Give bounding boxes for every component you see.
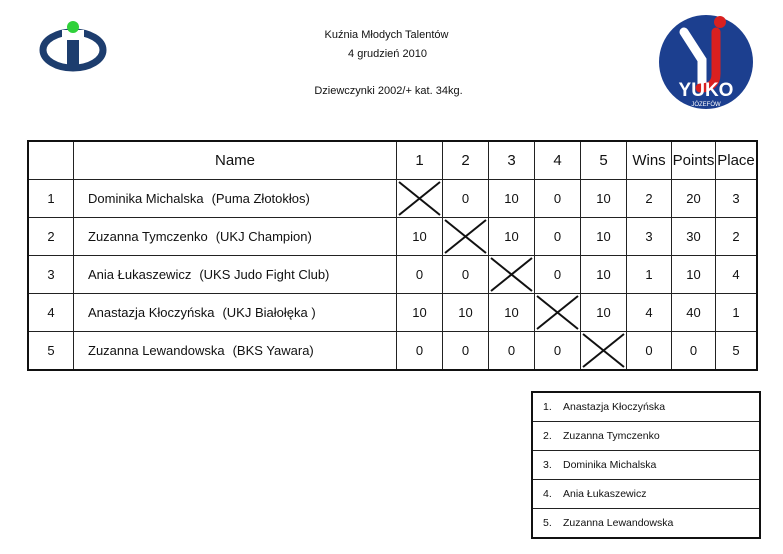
- score-cell: 0: [535, 180, 581, 218]
- score-cell: 10: [581, 294, 627, 332]
- header-place: Place: [716, 141, 758, 180]
- points-cell: 0: [672, 332, 716, 371]
- place-cell: 3: [716, 180, 758, 218]
- competitor-club: (Puma Złotokłos): [211, 191, 310, 206]
- score-cell: 10: [581, 180, 627, 218]
- ranking-name: Ania Łukaszewicz: [563, 488, 647, 500]
- ranking-position: 2.: [543, 430, 552, 442]
- yuko-logo-text: YUKO: [678, 80, 734, 101]
- ranking-cell: [532, 480, 760, 509]
- points-cell: 10: [672, 256, 716, 294]
- self-match-cell: [489, 256, 535, 294]
- competitor-club: (BKS Yawara): [232, 343, 314, 358]
- ranking-row: [532, 422, 760, 451]
- header-wins: Wins: [627, 141, 672, 180]
- ranking-position: 3.: [543, 459, 552, 471]
- header-points: Points: [672, 141, 716, 180]
- competitor-club: (UKS Judo Fight Club): [199, 267, 330, 282]
- score-cell: 10: [489, 294, 535, 332]
- score-cell: 0: [443, 180, 489, 218]
- ranking-row: [532, 451, 760, 480]
- table-row: [28, 180, 757, 218]
- competitor-name: Zuzanna Tymczenko: [88, 229, 208, 244]
- self-match-cell: [581, 332, 627, 371]
- header-opponent-1: 1: [397, 141, 443, 180]
- yuko-logo-icon: [656, 12, 756, 116]
- wins-cell: 2: [627, 180, 672, 218]
- ranking-row: [532, 392, 760, 422]
- header-opponent-5: 5: [581, 141, 627, 180]
- score-cell: 0: [535, 256, 581, 294]
- self-match-cross-icon: [489, 256, 534, 293]
- table-row: [28, 218, 757, 256]
- final-ranking-table: [531, 391, 761, 539]
- competitor-name: Anastazja Kłoczyńska: [88, 305, 215, 320]
- event-date: 4 grudzień 2010: [348, 48, 427, 60]
- header-opponent-4: 4: [535, 141, 581, 180]
- header-opponent-3: 3: [489, 141, 535, 180]
- ranking-row: [532, 480, 760, 509]
- score-cell: 0: [535, 332, 581, 371]
- points-cell: 20: [672, 180, 716, 218]
- score-cell: 0: [535, 218, 581, 256]
- yuko-logo-subtext: JÓZEFÓW: [691, 102, 721, 108]
- score-cell: 10: [489, 218, 535, 256]
- score-cell: 10: [581, 256, 627, 294]
- score-cell: 0: [443, 332, 489, 371]
- wins-cell: 3: [627, 218, 672, 256]
- ranking-row: [532, 509, 760, 539]
- self-match-cross-icon: [397, 180, 442, 217]
- ranking-name: Zuzanna Lewandowska: [563, 517, 674, 529]
- place-cell: 5: [716, 332, 758, 371]
- place-cell: 2: [716, 218, 758, 256]
- header-number: [28, 141, 74, 180]
- place-cell: 1: [716, 294, 758, 332]
- wins-cell: 4: [627, 294, 672, 332]
- competitor-cell: [74, 332, 397, 371]
- self-match-cell: [443, 218, 489, 256]
- competitor-cell: [74, 218, 397, 256]
- row-number: 2: [28, 218, 74, 256]
- row-number: 5: [28, 332, 74, 371]
- table-row: [28, 332, 757, 371]
- header-name: Name: [74, 141, 397, 180]
- score-cell: 0: [489, 332, 535, 371]
- ranking-cell: [532, 422, 760, 451]
- points-cell: 40: [672, 294, 716, 332]
- score-cell: 0: [397, 256, 443, 294]
- self-match-cross-icon: [443, 218, 488, 255]
- self-match-cell: [535, 294, 581, 332]
- score-cell: 10: [397, 294, 443, 332]
- ranking-name: Anastazja Kłoczyńska: [563, 401, 666, 413]
- event-title: Kuźnia Młodych Talentów: [324, 29, 449, 41]
- organization-logo-icon: [38, 18, 108, 74]
- score-cell: 0: [397, 332, 443, 371]
- competitor-cell: [74, 256, 397, 294]
- wins-cell: 1: [627, 256, 672, 294]
- self-match-cross-icon: [581, 332, 626, 369]
- ranking-cell: [532, 509, 760, 539]
- self-match-cross-icon: [535, 294, 580, 331]
- header-opponent-2: 2: [443, 141, 489, 180]
- results-table: [27, 140, 758, 371]
- points-cell: 30: [672, 218, 716, 256]
- score-cell: 0: [443, 256, 489, 294]
- row-number: 3: [28, 256, 74, 294]
- score-cell: 10: [581, 218, 627, 256]
- competitor-cell: [74, 180, 397, 218]
- competitor-cell: [74, 294, 397, 332]
- ranking-position: 1.: [543, 401, 552, 413]
- row-number: 1: [28, 180, 74, 218]
- row-number: 4: [28, 294, 74, 332]
- event-category: Dziewczynki 2002/+ kat. 34kg.: [314, 85, 463, 97]
- table-row: [28, 256, 757, 294]
- ranking-cell: [532, 392, 760, 422]
- score-cell: 10: [489, 180, 535, 218]
- competitor-club: (UKJ Białołęka ): [222, 305, 316, 320]
- self-match-cell: [397, 180, 443, 218]
- ranking-name: Zuzanna Tymczenko: [563, 430, 660, 442]
- ranking-cell: [532, 451, 760, 480]
- ranking-position: 4.: [543, 488, 552, 500]
- ranking-name: Dominika Michalska: [563, 459, 657, 471]
- results-header-row: [28, 141, 757, 180]
- ranking-position: 5.: [543, 517, 552, 529]
- place-cell: 4: [716, 256, 758, 294]
- score-cell: 10: [443, 294, 489, 332]
- competitor-club: (UKJ Champion): [215, 229, 312, 244]
- table-row: [28, 294, 757, 332]
- competitor-name: Ania Łukaszewicz: [88, 267, 192, 282]
- competitor-name: Dominika Michalska: [88, 191, 204, 206]
- score-cell: 10: [397, 218, 443, 256]
- competitor-name: Zuzanna Lewandowska: [88, 343, 225, 358]
- wins-cell: 0: [627, 332, 672, 371]
